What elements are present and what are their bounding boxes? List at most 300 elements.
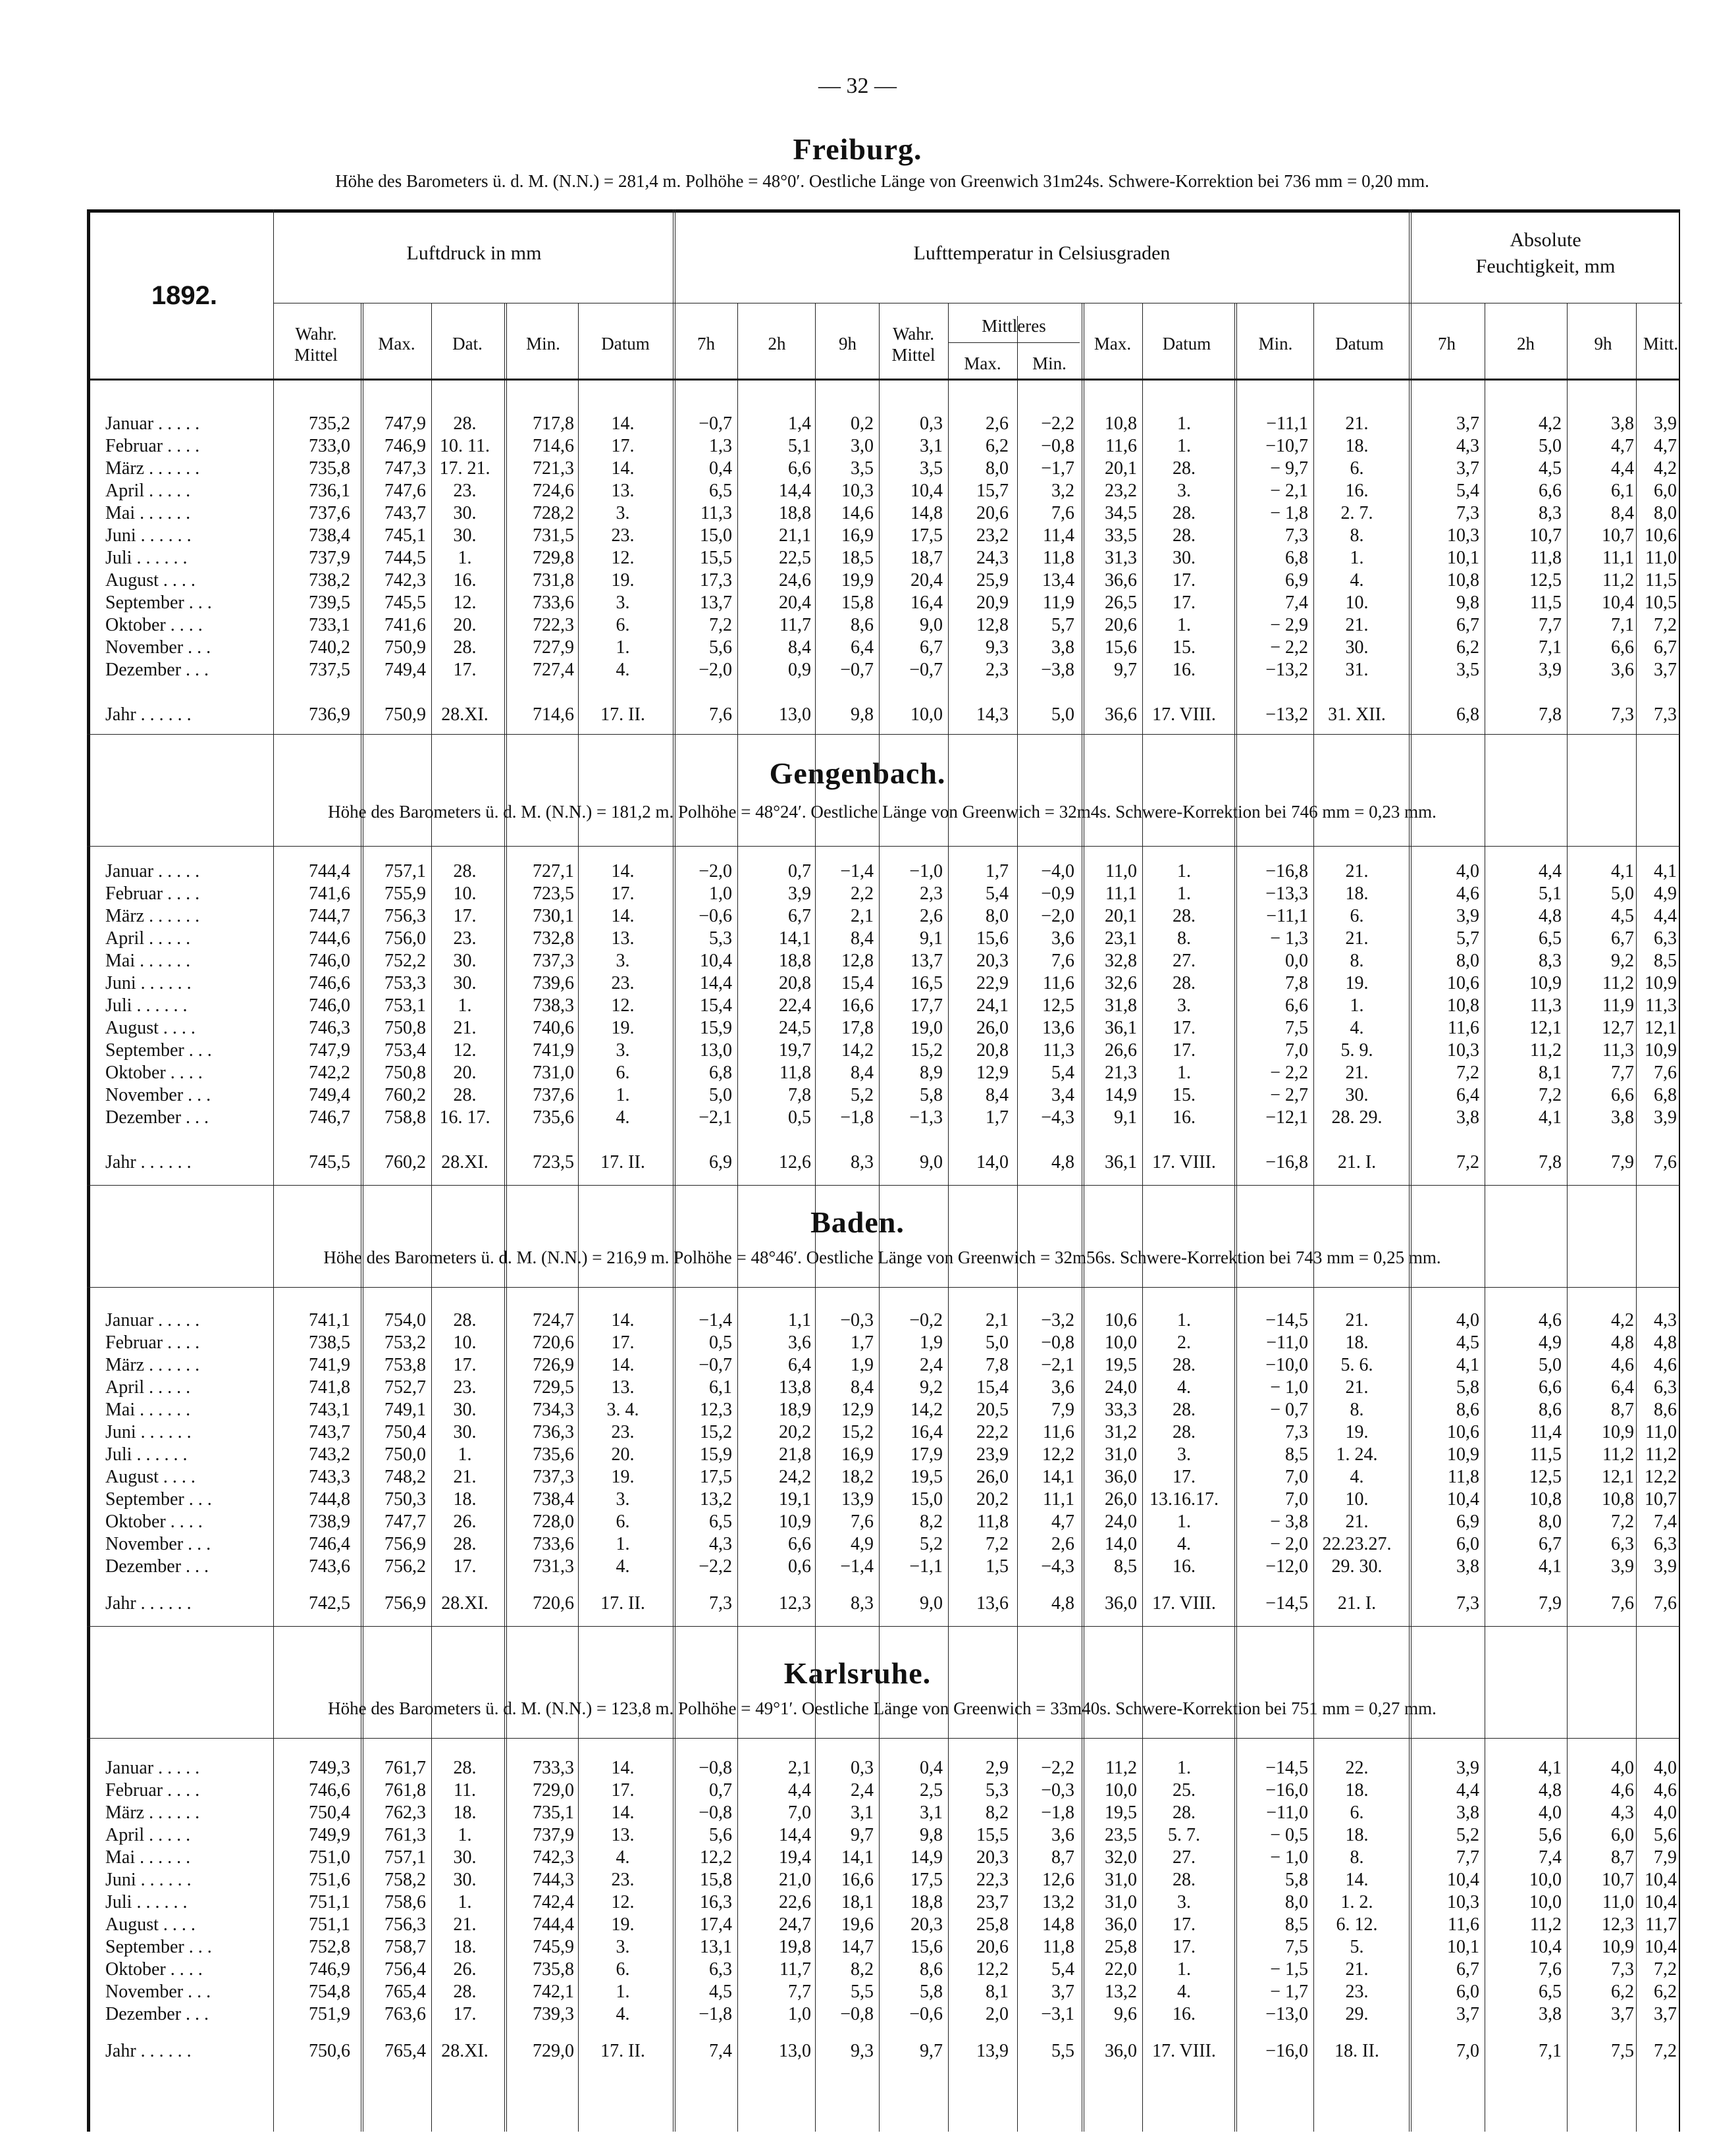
table-cell: 7,2: [1456, 1063, 1479, 1083]
table-cell: 4,2: [1654, 458, 1677, 479]
table-cell: 19.: [611, 570, 635, 591]
table-cell: 16.: [1173, 660, 1196, 680]
month-label: Juni . . . . . .: [105, 525, 192, 546]
table-cell: 5,6: [709, 1825, 732, 1845]
table-cell: 4.: [616, 1556, 630, 1577]
table-cell: 8,4: [986, 1085, 1009, 1105]
table-cell: 8,7: [1051, 1847, 1074, 1868]
table-cell: 3,7: [1611, 2004, 1634, 2024]
table-cell: 728,2: [533, 503, 574, 523]
table-cell: − 2,9: [1270, 615, 1308, 635]
table-cell: 23.: [611, 525, 635, 546]
table-cell: 18,8: [779, 503, 811, 523]
table-cell: 11,8: [779, 1063, 811, 1083]
table-cell: 7,4: [1285, 592, 1308, 613]
table-cell: −14,5: [1265, 1310, 1308, 1330]
table-cell: 10.: [453, 1332, 477, 1353]
table-cell: 4,5: [709, 1982, 732, 2002]
table-cell: 742,2: [309, 1063, 350, 1083]
table-cell: 7,3: [1611, 704, 1634, 725]
table-cell: 18.: [1345, 1780, 1369, 1801]
table-cell: 757,1: [384, 1847, 426, 1868]
table-cell: 756,0: [384, 928, 426, 949]
table-cell: 4,4: [1456, 1780, 1479, 1801]
table-cell: 3,7: [1051, 1982, 1074, 2002]
table-cell: 14,4: [779, 1825, 811, 1845]
table-cell: 7,6: [1654, 1152, 1677, 1172]
table-cell: 15,5: [700, 548, 732, 568]
table-cell: 30.: [1345, 1085, 1369, 1105]
table-cell: 28.: [453, 1982, 477, 2002]
table-cell: 0,5: [788, 1107, 811, 1128]
table-cell: 744,8: [309, 1489, 350, 1510]
table-cell: 14,0: [976, 1152, 1009, 1172]
table-cell: 1.: [1177, 1758, 1191, 1778]
table-cell: 4,5: [1539, 458, 1562, 479]
header-h7: 7h: [697, 334, 715, 354]
table-cell: 13,8: [779, 1377, 811, 1398]
table-cell: 18,9: [779, 1400, 811, 1420]
table-cell: 26,5: [1105, 592, 1137, 613]
table-cell: 22,9: [976, 973, 1009, 993]
header-dat: Dat.: [452, 334, 483, 354]
table-cell: 14.: [611, 1802, 635, 1823]
station-title: Freiburg.: [793, 132, 922, 166]
table-cell: 0,4: [920, 1758, 943, 1778]
table-cell: 8,3: [1539, 503, 1562, 523]
table-cell: 12,1: [1602, 1467, 1634, 1487]
table-cell: 14.: [611, 861, 635, 881]
table-cell: 4,3: [709, 1534, 732, 1554]
table-cell: 6,6: [1285, 995, 1308, 1016]
station-title: Karlsruhe.: [783, 1656, 932, 1690]
table-cell: 1.: [458, 1892, 472, 1912]
table-cell: 731,8: [533, 570, 574, 591]
table-cell: 8.: [1350, 1400, 1364, 1420]
table-cell: 8,3: [851, 1152, 874, 1172]
table-cell: − 1,0: [1270, 1847, 1308, 1868]
table-cell: 12,3: [779, 1593, 811, 1614]
table-cell: 28.: [453, 861, 477, 881]
table-cell: 6,1: [709, 1377, 732, 1398]
table-cell: −12,0: [1265, 1556, 1308, 1577]
table-cell: 7,6: [1611, 1593, 1634, 1614]
table-cell: − 1,0: [1270, 1377, 1308, 1398]
table-cell: 32,6: [1105, 973, 1137, 993]
table-cell: 12.: [453, 1040, 477, 1061]
table-cell: 8,1: [986, 1982, 1009, 2002]
table-cell: 10,7: [1602, 1870, 1634, 1890]
table-cell: 4,4: [788, 1780, 811, 1801]
table-cell: 28.: [1173, 1870, 1196, 1890]
table-cell: −2,2: [699, 1556, 732, 1577]
table-cell: 22.: [1345, 1758, 1369, 1778]
table-cell: 24,0: [1105, 1512, 1137, 1532]
table-cell: −16,8: [1265, 861, 1308, 881]
table-cell: 22,4: [779, 995, 811, 1016]
table-cell: 11,6: [1043, 1422, 1074, 1442]
table-cell: 14,3: [976, 704, 1009, 725]
table-cell: −14,5: [1265, 1758, 1308, 1778]
table-cell: 6,3: [1654, 1534, 1677, 1554]
table-cell: 6,2: [1456, 637, 1479, 658]
table-cell: 36,0: [1105, 1914, 1137, 1935]
table-cell: 736,3: [533, 1422, 574, 1442]
table-cell: 28.: [1173, 1400, 1196, 1420]
table-cell: 16,4: [910, 1422, 943, 1442]
table-cell: 10,4: [910, 481, 943, 501]
table-cell: 744,6: [309, 928, 350, 949]
table-cell: 31,0: [1105, 1870, 1137, 1890]
table-cell: 17.: [453, 1355, 477, 1375]
table-cell: 14,7: [841, 1937, 874, 1957]
table-cell: 8,4: [851, 1063, 874, 1083]
table-cell: 20.: [453, 615, 477, 635]
table-cell: 741,8: [309, 1377, 350, 1398]
table-cell: 4,3: [1456, 436, 1479, 456]
table-cell: 21.: [1345, 1512, 1369, 1532]
table-cell: 754,8: [309, 1982, 350, 2002]
table-cell: 2,3: [986, 660, 1009, 680]
table-cell: 5,0: [1539, 1355, 1562, 1375]
table-cell: 30.: [1345, 637, 1369, 658]
table-cell: 11,5: [1530, 1444, 1562, 1465]
table-cell: 5. 9.: [1340, 1040, 1373, 1061]
table-cell: 6,7: [1654, 637, 1677, 658]
table-cell: 4,4: [1654, 906, 1677, 926]
table-cell: 1.: [1350, 995, 1364, 1016]
table-cell: 8,9: [920, 1063, 943, 1083]
table-cell: 21.: [1345, 1959, 1369, 1980]
table-cell: 14,8: [910, 503, 943, 523]
table-cell: 3.: [1177, 1444, 1191, 1465]
table-cell: 7,3: [1654, 704, 1677, 725]
table-cell: 9,1: [1114, 1107, 1137, 1128]
header-feuchte-1: Absolute: [1510, 229, 1581, 251]
table-cell: 16.: [1345, 481, 1369, 501]
table-cell: 750,0: [384, 1444, 426, 1465]
table-cell: 714,6: [533, 436, 574, 456]
table-cell: 11,9: [1602, 995, 1634, 1016]
table-cell: 724,6: [533, 481, 574, 501]
table-cell: 731,0: [533, 1063, 574, 1083]
table-cell: 3,1: [851, 1802, 874, 1823]
table-cell: 22,3: [976, 1870, 1009, 1890]
table-cell: 5,8: [1285, 1870, 1308, 1890]
table-cell: − 1,5: [1270, 1959, 1308, 1980]
table-cell: 12,5: [1529, 570, 1562, 591]
table-cell: 13,0: [779, 2041, 811, 2061]
table-cell: 23.: [453, 928, 477, 949]
table-cell: 15,6: [1105, 637, 1137, 658]
table-cell: 11,2: [1530, 1914, 1562, 1935]
table-cell: 10,4: [1447, 1489, 1479, 1510]
table-cell: 6,7: [788, 906, 811, 926]
month-label: November . . .: [105, 637, 211, 658]
table-cell: 11,4: [1043, 525, 1074, 546]
table-cell: 21. I.: [1337, 1152, 1377, 1172]
table-cell: 8,3: [1539, 951, 1562, 971]
table-cell: 23,1: [1105, 928, 1137, 949]
table-cell: 31,0: [1105, 1892, 1137, 1912]
table-cell: 735,1: [533, 1802, 574, 1823]
table-cell: 14,4: [700, 973, 732, 993]
table-cell: 3,6: [1051, 928, 1074, 949]
table-cell: 1.: [1350, 548, 1364, 568]
table-cell: 21. I.: [1337, 1593, 1377, 1614]
table-cell: 743,7: [309, 1422, 350, 1442]
table-cell: 760,2: [384, 1152, 426, 1172]
table-cell: 15,0: [910, 1489, 943, 1510]
table-cell: 13,9: [976, 2041, 1009, 2061]
table-cell: 28.: [453, 1534, 477, 1554]
table-cell: 21.: [1345, 861, 1369, 881]
table-cell: 743,6: [309, 1556, 350, 1577]
table-cell: 9,8: [920, 1825, 943, 1845]
table-cell: −0,6: [909, 2004, 943, 2024]
table-cell: 745,9: [533, 1937, 574, 1957]
month-label: Jahr . . . . . .: [105, 1152, 192, 1172]
table-cell: 6,7: [1611, 928, 1634, 949]
table-cell: 750,3: [384, 1489, 426, 1510]
table-cell: 5,4: [986, 883, 1009, 904]
table-cell: 756,3: [384, 1914, 426, 1935]
header-wahr-mittel: Mittel: [891, 345, 936, 365]
table-cell: 1.: [1177, 883, 1191, 904]
month-label: März . . . . . .: [105, 1355, 200, 1375]
table-cell: −3,2: [1041, 1310, 1074, 1330]
table-cell: 1.: [616, 1085, 630, 1105]
table-cell: 746,6: [309, 1780, 350, 1801]
table-cell: 6,6: [1611, 637, 1634, 658]
table-cell: 20,3: [976, 951, 1009, 971]
table-cell: 737,3: [533, 1467, 574, 1487]
table-cell: 6,4: [1611, 1377, 1634, 1398]
month-label: Jahr . . . . . .: [105, 2041, 192, 2061]
table-cell: −0,7: [840, 660, 874, 680]
table-cell: 8,2: [986, 1802, 1009, 1823]
table-cell: 18.: [453, 1489, 477, 1510]
table-cell: 7,6: [1654, 1593, 1677, 1614]
table-cell: 5.: [1350, 1937, 1364, 1957]
table-cell: 7,1: [1539, 637, 1562, 658]
table-cell: 733,3: [533, 1758, 574, 1778]
table-cell: 7,7: [1539, 615, 1562, 635]
table-cell: 750,8: [384, 1018, 426, 1038]
table-cell: 16. 17.: [439, 1107, 490, 1128]
table-cell: −1,8: [840, 1107, 874, 1128]
table-cell: 6,0: [1611, 1825, 1634, 1845]
table-cell: 4.: [1177, 1982, 1191, 2002]
table-cell: 3,8: [1611, 1107, 1634, 1128]
table-cell: 738,4: [533, 1489, 574, 1510]
table-cell: 14.: [611, 1310, 635, 1330]
table-cell: 19,7: [779, 1040, 811, 1061]
table-cell: 29. 30.: [1331, 1556, 1383, 1577]
table-cell: 17. VIII.: [1152, 1152, 1216, 1172]
table-cell: 28.: [1173, 503, 1196, 523]
table-cell: 6.: [616, 1063, 630, 1083]
table-cell: 5,6: [1654, 1825, 1677, 1845]
table-cell: 742,5: [309, 1593, 350, 1614]
table-cell: 6. 12.: [1336, 1914, 1378, 1935]
table-cell: 14,9: [910, 1847, 943, 1868]
table-cell: 16,6: [841, 1870, 874, 1890]
table-cell: 749,4: [384, 660, 426, 680]
table-cell: −1,3: [909, 1107, 943, 1128]
table-cell: 6,5: [709, 481, 732, 501]
table-cell: 5. 6.: [1340, 1355, 1373, 1375]
table-cell: 2,9: [986, 1758, 1009, 1778]
table-cell: 36,0: [1105, 1467, 1137, 1487]
table-cell: 9,2: [920, 1377, 943, 1398]
table-cell: 10,1: [1447, 548, 1479, 568]
table-cell: 1.: [1177, 1959, 1191, 1980]
table-cell: 12,6: [1042, 1870, 1074, 1890]
table-cell: 3,8: [1456, 1802, 1479, 1823]
table-cell: 749,1: [384, 1400, 426, 1420]
table-cell: 7,7: [1611, 1063, 1634, 1083]
table-cell: −11,0: [1266, 1332, 1308, 1353]
table-cell: 17.: [611, 1780, 635, 1801]
table-cell: 17.: [1173, 1937, 1196, 1957]
table-cell: 15,7: [976, 481, 1009, 501]
table-cell: 2,1: [986, 1310, 1009, 1330]
table-cell: 737,6: [309, 503, 350, 523]
table-cell: 21.: [1345, 1063, 1369, 1083]
table-cell: 4,0: [1539, 1802, 1562, 1823]
table-cell: 4,0: [1611, 1758, 1634, 1778]
table-cell: 13,2: [700, 1489, 732, 1510]
table-cell: 21.: [1345, 1377, 1369, 1398]
table-cell: 6,0: [1456, 1982, 1479, 2002]
table-cell: 8,2: [851, 1959, 874, 1980]
table-cell: 12,6: [779, 1152, 811, 1172]
table-cell: 6,2: [1654, 1982, 1677, 2002]
table-cell: 1. 24.: [1336, 1444, 1378, 1465]
table-cell: 8,5: [1285, 1444, 1308, 1465]
table-cell: 5,5: [1051, 2041, 1074, 2061]
table-cell: 31,8: [1105, 995, 1137, 1016]
table-cell: 738,9: [309, 1512, 350, 1532]
month-label: Mai . . . . . .: [105, 1847, 191, 1868]
table-cell: 20,6: [976, 503, 1009, 523]
table-cell: 2,5: [920, 1780, 943, 1801]
table-cell: 750,4: [309, 1802, 350, 1823]
table-cell: 3,0: [851, 436, 874, 456]
table-cell: 19.: [611, 1914, 635, 1935]
table-cell: −16,8: [1265, 1152, 1308, 1172]
table-cell: 23.: [453, 481, 477, 501]
table-cell: 731,3: [533, 1556, 574, 1577]
table-cell: 10,9: [779, 1512, 811, 1532]
table-cell: 761,7: [384, 1758, 426, 1778]
table-cell: 10,6: [1645, 525, 1677, 546]
table-cell: 10,3: [1447, 1892, 1479, 1912]
table-cell: 3.: [616, 1489, 630, 1510]
station-separator: [87, 1626, 1680, 1627]
month-label: November . . .: [105, 1534, 211, 1554]
table-cell: 10,9: [1645, 1040, 1677, 1061]
table-cell: 28.: [453, 413, 477, 434]
table-cell: 18.: [1345, 1825, 1369, 1845]
table-cell: 735,2: [309, 413, 350, 434]
table-cell: 2,4: [851, 1780, 874, 1801]
table-cell: 7,8: [788, 1085, 811, 1105]
table-cell: 17.: [1173, 1467, 1196, 1487]
table-cell: 7,6: [1051, 503, 1074, 523]
table-cell: 735,8: [533, 1959, 574, 1980]
table-cell: 4.: [616, 1107, 630, 1128]
table-cell: 4,2: [1539, 413, 1562, 434]
table-cell: 19.: [611, 1467, 635, 1487]
month-label: Dezember . . .: [105, 1107, 209, 1128]
table-cell: 4,9: [851, 1534, 874, 1554]
table-cell: 8,5: [1114, 1556, 1137, 1577]
table-cell: 10,4: [1602, 592, 1634, 613]
table-cell: 8,5: [1285, 1914, 1308, 1935]
table-cell: 16.: [1173, 2004, 1196, 2024]
table-cell: −0,3: [840, 1310, 874, 1330]
table-cell: 6,1: [1611, 481, 1634, 501]
table-cell: 16,9: [841, 1444, 874, 1465]
table-cell: 7,9: [1539, 1593, 1562, 1614]
table-cell: 6,5: [1539, 1982, 1562, 2002]
month-label: September . . .: [105, 592, 212, 613]
month-label: April . . . . .: [105, 481, 191, 501]
table-cell: − 2,2: [1270, 637, 1308, 658]
header-h2: 2h: [1517, 334, 1535, 354]
table-cell: 24,1: [976, 995, 1009, 1016]
table-cell: 4,3: [1654, 1310, 1677, 1330]
table-cell: 4,4: [1611, 458, 1634, 479]
table-cell: 23.: [611, 1422, 635, 1442]
table-cell: 14,9: [1105, 1085, 1137, 1105]
table-cell: 8,7: [1611, 1400, 1634, 1420]
table-cell: 11,8: [1530, 548, 1562, 568]
table-cell: 36,1: [1105, 1018, 1137, 1038]
table-cell: 5,5: [851, 1982, 874, 2002]
table-cell: 753,3: [384, 973, 426, 993]
table-cell: 10,4: [1645, 1937, 1677, 1957]
table-cell: 4,5: [1456, 1332, 1479, 1353]
table-cell: 3,7: [1654, 660, 1677, 680]
month-label: Jahr . . . . . .: [105, 704, 192, 725]
header-h2: 2h: [768, 334, 786, 354]
table-cell: −2,2: [1041, 413, 1074, 434]
table-cell: 3,9: [1611, 1556, 1634, 1577]
table-cell: 7,0: [788, 1802, 811, 1823]
header-max: Max.: [1094, 334, 1132, 354]
table-cell: 4,1: [1539, 1107, 1562, 1128]
table-cell: 17.: [611, 436, 635, 456]
table-cell: 3.: [616, 1937, 630, 1957]
table-cell: 733,6: [533, 1534, 574, 1554]
table-cell: 6,9: [1285, 570, 1308, 591]
table-cell: 5,6: [1539, 1825, 1562, 1845]
table-cell: 5,2: [1456, 1825, 1479, 1845]
table-cell: 21,0: [779, 1870, 811, 1890]
table-cell: 21,8: [779, 1444, 811, 1465]
table-cell: 13,2: [1042, 1892, 1074, 1912]
table-cell: 15,6: [910, 1937, 943, 1957]
table-cell: 741,6: [309, 883, 350, 904]
table-cell: 17. II.: [600, 704, 645, 725]
table-cell: 737,9: [309, 548, 350, 568]
table-cell: 22,0: [1105, 1959, 1137, 1980]
table-cell: 7,2: [1654, 2041, 1677, 2061]
table-cell: 738,3: [533, 995, 574, 1016]
